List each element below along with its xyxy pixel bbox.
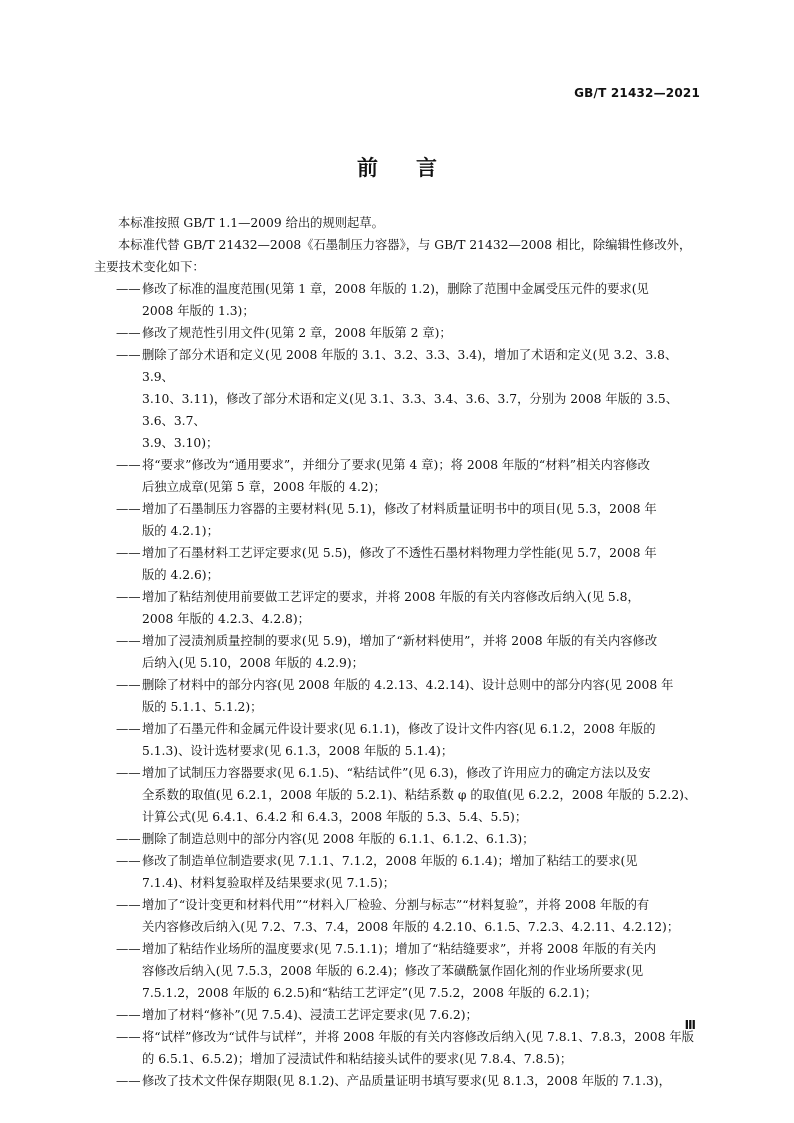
list-item-line: 将“试样”修改为“试件与试样”，并将 2008 年版的有关内容修改后纳入(见 7.8.1、7.8.3，2008 年版 — [142, 1030, 694, 1044]
list-item-line: 增加了粘结剂使用前要做工艺评定的要求，并将 2008 年版的有关内容修改后纳入(见 5.8， — [142, 590, 640, 604]
list-item — [94, 344, 706, 454]
list-item — [94, 586, 706, 630]
dash-bullet: —— — [116, 590, 141, 604]
list-item-line: 的 6.5.1、6.5.2)；增加了浸渍试件和粘结接头试件的要求(见 7.8.4、7.8.5)； — [142, 1052, 573, 1066]
dash-bullet: —— — [116, 502, 141, 516]
list-item-line: 增加了粘结作业场所的温度要求(见 7.5.1.1)；增加了“粘结缝要求”，并将 2008 年版的有关内 — [142, 942, 657, 956]
list-item — [94, 1070, 706, 1092]
dash-bullet: —— — [116, 546, 141, 560]
list-item-line: 2008 年版的 4.2.3、4.2.8)； — [142, 612, 310, 626]
list-item-line: 容修改后纳入(见 7.5.3，2008 年版的 6.2.4)；修改了苯磺酰氯作固化剂的作业场所要求(见 — [142, 964, 644, 978]
list-item-line: 删除了材料中的部分内容(见 2008 年版的 4.2.13、4.2.14)、设计总则中的部分内容(见 2008 年 — [142, 678, 674, 692]
list-item-line: 修改了规范性引用文件(见第 2 章，2008 年版第 2 章)； — [142, 326, 452, 340]
list-item — [94, 762, 706, 828]
list-item-line: 修改了制造单位制造要求(见 7.1.1、7.1.2，2008 年版的 6.1.4)；增加了粘结工的要求(见 — [142, 854, 638, 868]
dash-bullet: —— — [116, 1030, 141, 1044]
list-item-line: 5.1.3)、设计选材要求(见 6.1.3，2008 年版的 5.1.4)； — [142, 744, 454, 758]
list-item-line: 7.5.1.2，2008 年版的 6.2.5)和“粘结工艺评定”(见 7.5.2，2008 年版的 6.2.1)； — [142, 986, 598, 1000]
list-item-line: 3.9、3.10)； — [142, 436, 219, 450]
dash-bullet: —— — [116, 898, 141, 912]
list-item-line: 修改了技术文件保存期限(见 8.1.2)、产品质量证明书填写要求(见 8.1.3，2008 年版的 7.1.3)， — [142, 1074, 671, 1088]
dash-bullet: —— — [116, 1074, 141, 1088]
page-number: Ⅲ — [684, 1018, 696, 1032]
list-item-line: 后独立成章(见第 5 章，2008 年版的 4.2)； — [142, 480, 386, 494]
document-body — [94, 212, 706, 1092]
list-item-line: 版的 5.1.1、5.1.2)； — [142, 700, 263, 714]
list-item — [94, 278, 706, 322]
list-item-line: 后纳入(见 5.10，2008 年版的 4.2.9)； — [142, 656, 364, 670]
list-item-line: 3.10、3.11)，修改了部分术语和定义(见 3.1、3.3、3.4、3.6、3.7，分别为 2008 年版的 3.5、3.6、3.7、 — [142, 392, 679, 428]
intro-paragraph-1: 本标准按照 GB/T 1.1—2009 给出的规则起草。 — [118, 216, 384, 230]
intro-paragraph-2: 本标准代替 GB/T 21432—2008《石墨制压力容器》，与 GB/T 21432—2008 相比，除编辑性修改外， — [118, 238, 692, 252]
page-title: 前言 — [357, 155, 475, 180]
dash-bullet: —— — [116, 766, 141, 780]
list-item-line: 2008 年版的 1.3)； — [142, 304, 255, 318]
intro-paragraph-3: 主要技术变化如下： — [94, 260, 205, 274]
list-item-line: 删除了制造总则中的部分内容(见 2008 年版的 6.1.1、6.1.2、6.1.3)； — [142, 832, 535, 846]
change-list — [94, 278, 706, 1092]
list-item-line: 增加了石墨元件和金属元件设计要求(见 6.1.1)，修改了设计文件内容(见 6.1.2，2008 年版的 — [142, 722, 656, 736]
dash-bullet: —— — [116, 678, 141, 692]
list-item — [94, 630, 706, 674]
list-item — [94, 454, 706, 498]
standard-number: GB/T 21432—2021 — [574, 86, 700, 100]
list-item — [94, 498, 706, 542]
list-item-line: 增加了石墨制压力容器的主要材料(见 5.1)，修改了材料质量证明书中的项目(见 5.3，2008 年 — [142, 502, 657, 516]
list-item — [94, 938, 706, 1004]
dash-bullet: —— — [116, 282, 141, 296]
dash-bullet: —— — [116, 326, 141, 340]
list-item-line: 增加了石墨材料工艺评定要求(见 5.5)，修改了不透性石墨材料物理力学性能(见 5.7，2008 年 — [142, 546, 657, 560]
list-item-line: 7.1.4)、材料复验取样及结果要求(见 7.1.5)； — [142, 876, 396, 890]
dash-bullet: —— — [116, 832, 141, 846]
list-item-line: 删除了部分术语和定义(见 2008 年版的 3.1、3.2、3.3、3.4)，增加了术语和定义(见 3.2、3.8、3.9、 — [142, 348, 678, 384]
dash-bullet: —— — [116, 634, 141, 648]
list-item — [94, 828, 706, 850]
list-item — [94, 718, 706, 762]
list-item-line: 将“要求”修改为“通用要求”，并细分了要求(见第 4 章)；将 2008 年版的“材料”相关内容修改 — [142, 458, 650, 472]
list-item-line: 增加了材料“修补”(见 7.5.4)、浸渍工艺评定要求(见 7.6.2)； — [142, 1008, 478, 1022]
list-item — [94, 674, 706, 718]
list-item-line: 计算公式(见 6.4.1、6.4.2 和 6.4.3，2008 年版的 5.3、5.4、5.5)； — [142, 810, 528, 824]
list-item-line: 增加了浸渍剂质量控制的要求(见 5.9)，增加了“新材料使用”，并将 2008 年版的有关内容修改 — [142, 634, 658, 648]
list-item-line: 增加了“设计变更和材料代用”“材料入厂检验、分割与标志”“材料复验”，并将 2008 年版的有 — [142, 898, 650, 912]
list-item — [94, 322, 706, 344]
list-item — [94, 894, 706, 938]
dash-bullet: —— — [116, 854, 141, 868]
dash-bullet: —— — [116, 458, 141, 472]
list-item — [94, 1026, 706, 1070]
list-item-line: 修改了标准的温度范围(见第 1 章，2008 年版的 1.2)，删除了范围中金属受压元件的要求(见 — [142, 282, 649, 296]
list-item — [94, 850, 706, 894]
list-item-line: 版的 4.2.6)； — [142, 568, 219, 582]
list-item — [94, 1004, 706, 1026]
list-item-line: 版的 4.2.1)； — [142, 524, 219, 538]
dash-bullet: —— — [116, 348, 141, 362]
dash-bullet: —— — [116, 1008, 141, 1022]
list-item-line: 关内容修改后纳入(见 7.2、7.3、7.4，2008 年版的 4.2.10、6.1.5、7.2.3、4.2.11、4.2.12)； — [142, 920, 680, 934]
list-item-line: 全系数的取值(见 6.2.1，2008 年版的 5.2.1)、粘结系数 φ 的取值(见 6.2.2，2008 年版的 5.2.2)、 — [142, 788, 697, 802]
dash-bullet: —— — [116, 942, 141, 956]
list-item-line: 增加了试制压力容器要求(见 6.1.5)、“粘结试件”(见 6.3)，修改了许用应力的确定方法以及安 — [142, 766, 651, 780]
list-item — [94, 542, 706, 586]
dash-bullet: —— — [116, 722, 141, 736]
